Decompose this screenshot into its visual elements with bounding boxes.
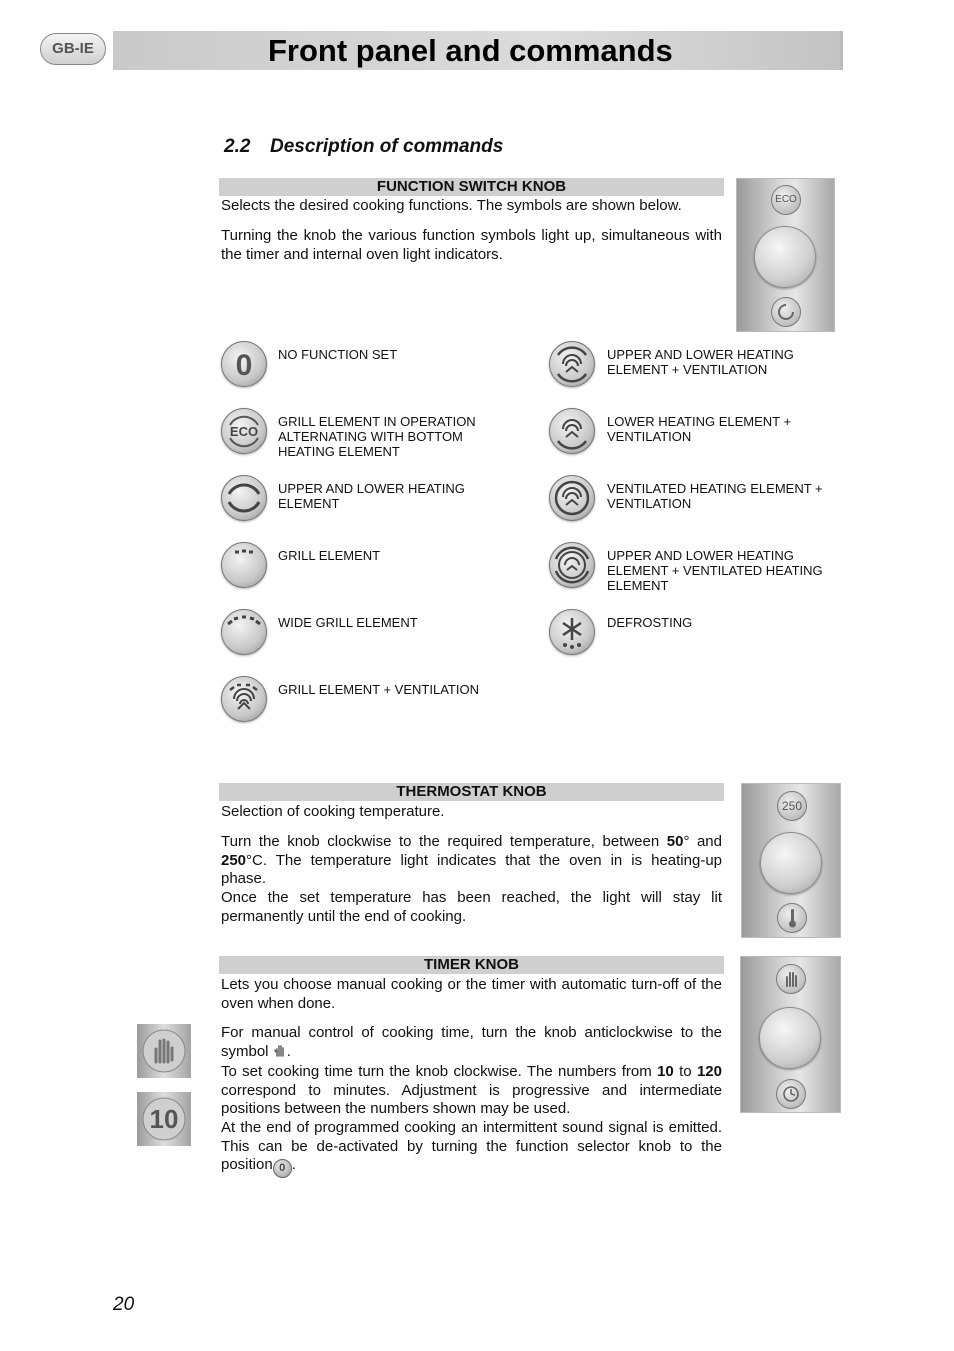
- timer-number-side-icon: [137, 1092, 191, 1146]
- symbol-label: GRILL ELEMENT: [278, 548, 381, 563]
- symbol-label: UPPER AND LOWER HEATING ELEMENT: [278, 481, 465, 511]
- symbol-label: GRILL ELEMENT IN OPERATION ALTERNATING WITH BOTTOM HEATING ELEMENT: [278, 414, 476, 459]
- function-knob-heading: FUNCTION SWITCH KNOB: [219, 178, 724, 196]
- symbol-label: DEFROSTING: [607, 615, 693, 630]
- thermostat-desc-2: Turn the knob clockwise to the required temperature, between 50° and 250°C. The temperature light indicates that the oven in is heating-up phase.: [221, 833, 722, 887]
- lower-fan-icon: [549, 408, 595, 454]
- grill-icon: [221, 542, 267, 588]
- hand-icon: [273, 1043, 287, 1057]
- symbol-label: WIDE GRILL ELEMENT: [278, 615, 418, 630]
- section-heading: [224, 136, 503, 158]
- section-title: Description of commands: [270, 136, 504, 157]
- thermostat-desc-1: Selection of cooking temperature.: [221, 803, 445, 820]
- timer-desc-2: For manual control of cooking time, turn the knob anticlockwise to the symbol .: [221, 1024, 722, 1060]
- ventilated-heating-icon: [549, 475, 595, 521]
- grill-fan-icon: [221, 676, 267, 722]
- svg-text:0: 0: [235, 349, 253, 382]
- zero-position-icon: 0: [273, 1159, 292, 1178]
- zero-icon: [221, 341, 267, 387]
- timer-knob[interactable]: [759, 1007, 821, 1069]
- timer-desc-1: Lets you choose manual cooking or the timer with automatic turn-off of the oven when done.: [221, 976, 722, 1012]
- symbol-label: LOWER HEATING ELEMENT + VENTILATION: [607, 414, 792, 444]
- wide-grill-icon: [221, 609, 267, 655]
- clock-icon: [776, 1079, 806, 1109]
- oven-light-indicator-icon: [771, 297, 801, 327]
- thermostat-desc-3: Once the set temperature has been reached, the light will stay lit permanently until the end of cooking.: [221, 889, 722, 925]
- symbol-label: UPPER AND LOWER HEATING ELEMENT + VENTILATION: [607, 347, 794, 377]
- upper-lower-heating-icon: [221, 475, 267, 521]
- thermometer-icon: [777, 903, 807, 933]
- function-switch-knob[interactable]: [754, 226, 816, 288]
- function-knob-panel: [736, 178, 835, 332]
- manual-hand-side-icon: [137, 1024, 191, 1078]
- symbol-label: UPPER AND LOWER HEATING ELEMENT + VENTILATED HEATING ELEMENT: [607, 548, 823, 593]
- timer-number-label: 10: [149, 1104, 179, 1134]
- timer-knob-panel: [740, 956, 841, 1113]
- thermostat-knob-heading: THERMOSTAT KNOB: [219, 783, 724, 801]
- thermostat-knob-panel: [741, 783, 841, 938]
- function-knob-desc-2: Turning the knob the various function symbols light up, simultaneous with the timer and internal oven light indicators.: [221, 227, 722, 263]
- page-title: Front panel and commands: [268, 33, 673, 68]
- function-knob-desc-1: Selects the desired cooking functions. The symbols are shown below.: [221, 197, 682, 214]
- manual-hand-indicator-icon: [776, 964, 806, 994]
- defrost-icon: [549, 609, 595, 655]
- language-badge: GB-IE: [40, 33, 106, 65]
- section-number: 2.2: [224, 136, 251, 157]
- upper-lower-ventilated-icon: [549, 542, 595, 588]
- timer-desc-3: To set cooking time turn the knob clockwise. The numbers from 10 to 120 correspond to minutes. Adjustment is progressive and intermediate positions between the numbers shown may be used.: [221, 1063, 722, 1117]
- upper-lower-fan-icon: [549, 341, 595, 387]
- eco-indicator-icon: ECO: [771, 185, 801, 215]
- thermostat-knob[interactable]: [760, 832, 822, 894]
- timer-desc-4: At the end of programmed cooking an intermittent sound signal is emitted. This can be de-activated by turning the function selector knob to the position 0 .: [221, 1119, 722, 1178]
- symbol-label: VENTILATED HEATING ELEMENT + VENTILATION: [607, 481, 823, 511]
- timer-knob-heading: TIMER KNOB: [219, 956, 724, 974]
- symbol-label: GRILL ELEMENT + VENTILATION: [278, 682, 479, 697]
- eco-icon: [221, 408, 267, 454]
- symbol-label: NO FUNCTION SET: [278, 347, 398, 362]
- svg-text:ECO: ECO: [229, 424, 259, 439]
- page-number: 20: [113, 1294, 135, 1315]
- temperature-indicator-icon: 250: [777, 791, 807, 821]
